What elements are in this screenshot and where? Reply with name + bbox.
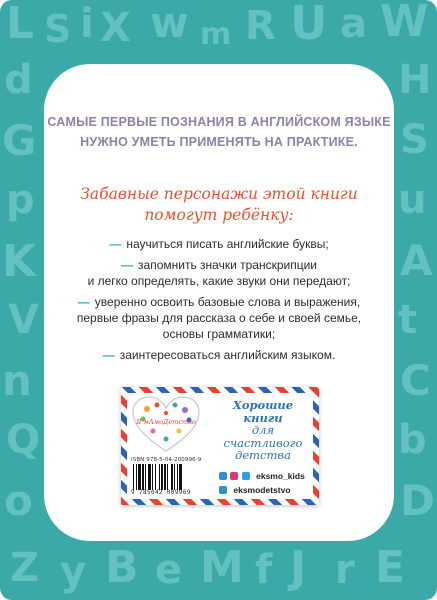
- postcard-badge: [121, 387, 319, 505]
- bg-letter: w: [150, 0, 189, 47]
- bg-letter: V: [8, 297, 39, 343]
- list-item-text: научиться писать английские буквы;: [126, 237, 329, 251]
- subtitle: [44, 184, 394, 226]
- isbn-digits: 9 785042 009969: [131, 490, 191, 496]
- bg-letter: i: [80, 1, 94, 47]
- bg-letter: Z: [10, 545, 40, 591]
- dash-bullet: —: [77, 295, 90, 309]
- bg-letter: d: [4, 57, 33, 103]
- lead-line: НУЖНО УМЕТЬ ПРИМЕНЯТЬ НА ПРАКТИКЕ.: [80, 135, 358, 149]
- bg-letter: K: [2, 236, 37, 287]
- bg-letter: R: [245, 3, 276, 49]
- bg-letter: J: [290, 542, 307, 593]
- instagram-icon: [230, 472, 238, 480]
- list-item: [44, 257, 394, 289]
- slogan-line: книги: [243, 410, 283, 425]
- barcode-icon: [132, 464, 198, 490]
- bg-letter: t: [398, 297, 418, 343]
- vk-icon: [219, 472, 227, 480]
- vk-icon: [219, 486, 227, 494]
- bg-letter: n: [2, 356, 32, 405]
- bg-letter: y: [60, 549, 87, 595]
- benefits-list: [44, 236, 394, 368]
- bg-letter: C: [400, 356, 431, 405]
- list-item: [44, 236, 394, 252]
- postcard-inner: [127, 393, 313, 499]
- logo-text: Я мАмоДетство: [136, 418, 196, 426]
- bg-letter: a: [340, 1, 367, 47]
- lead-text: [44, 112, 394, 152]
- subtitle-line: Забавные персонажи этой книги: [80, 185, 358, 203]
- bg-letter: G: [2, 116, 37, 165]
- heart-logo-icon: [131, 395, 201, 455]
- bg-letter: p: [6, 177, 35, 223]
- slogan-line: Хорошие: [232, 398, 294, 412]
- telegram-icon: [242, 472, 250, 480]
- social-row-2: [219, 485, 319, 497]
- bg-letter: L: [6, 0, 35, 49]
- bg-letter: X: [100, 5, 131, 51]
- bg-letter: W: [380, 0, 429, 47]
- social-handle: eksmo_kids: [256, 471, 305, 481]
- list-item-text: основы грамматики;: [162, 327, 276, 341]
- dash-bullet: —: [109, 237, 122, 251]
- bg-letter: E: [375, 542, 406, 593]
- social-row-1: [219, 471, 319, 483]
- list-item-text: заинтересоваться английским языком.: [119, 348, 336, 362]
- subtitle-line: помогут ребёнку:: [144, 206, 294, 224]
- bg-letter: B: [105, 542, 139, 593]
- bg-letter: Q: [6, 417, 41, 463]
- bg-letter: A: [400, 236, 433, 285]
- content-panel: [44, 64, 394, 541]
- list-item-text: запомнить значки транскрипции: [138, 258, 317, 272]
- social-handle: eksmodetstvo: [233, 485, 291, 495]
- bg-letter: f: [255, 547, 273, 593]
- lead-line: САМЫЕ ПЕРВЫЕ ПОЗНАНИЯ В АНГЛИЙСКОМ ЯЗЫКЕ: [47, 115, 391, 129]
- bg-letter: e: [155, 547, 183, 593]
- list-item-text: уверенно освоить базовые слова и выражения,: [94, 295, 361, 309]
- bg-letter: m: [200, 17, 232, 52]
- list-item: [44, 347, 394, 363]
- list-item: [44, 294, 394, 342]
- bg-letter: S: [44, 7, 72, 51]
- bg-letter: U: [290, 0, 328, 50]
- bg-letter: S: [400, 117, 429, 163]
- bg-letter: o: [4, 476, 33, 525]
- slogan-line: для счастливого: [223, 423, 303, 450]
- list-item-text: первые фразы для рассказа о себе и своей семье,: [76, 311, 362, 325]
- slogan: [213, 399, 313, 462]
- slogan-line: детства: [235, 448, 291, 462]
- dash-bullet: —: [121, 258, 134, 272]
- bg-letter: D: [400, 476, 435, 525]
- bg-letter: u: [398, 177, 427, 223]
- bg-letter: b: [398, 417, 427, 463]
- dash-bullet: —: [102, 348, 115, 362]
- bg-letter: M: [200, 542, 244, 593]
- bg-letter: r: [335, 547, 355, 593]
- bg-letter: H: [398, 57, 432, 103]
- isbn-label: ISBN 978-5-04-200996-9: [131, 457, 202, 463]
- list-item-text: и легко определять, какие звуки они передают;: [87, 274, 351, 288]
